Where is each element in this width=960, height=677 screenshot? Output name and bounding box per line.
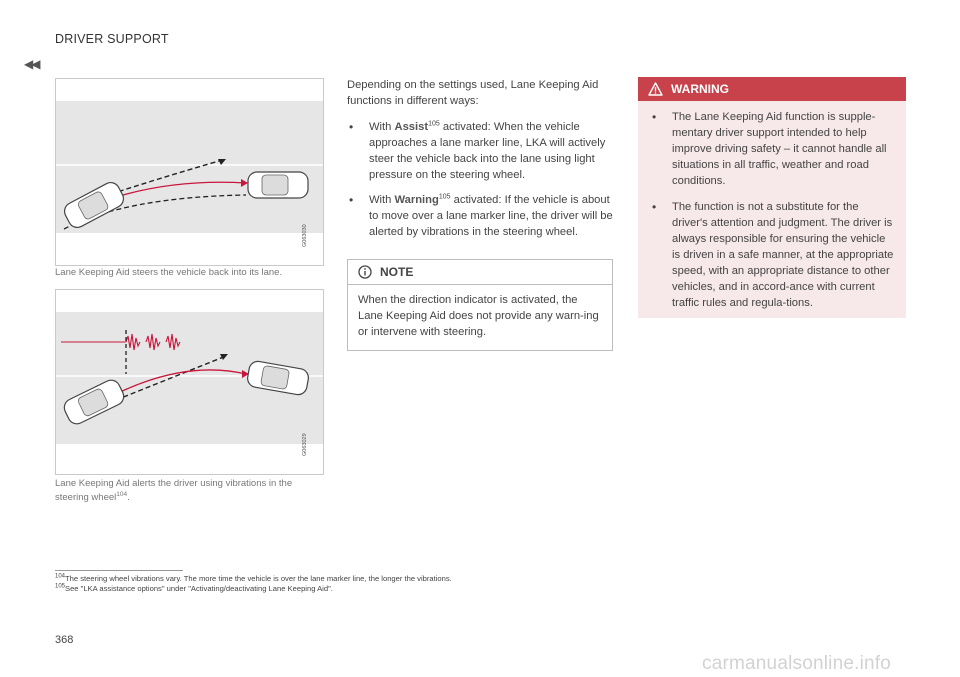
footnote-number: 105 bbox=[55, 583, 66, 590]
footnote-text: The steering wheel vibrations vary. The more time the vehicle is over the lane marker line, the longer the vibrations. bbox=[65, 574, 452, 583]
footnote-divider bbox=[55, 570, 183, 571]
note-header bbox=[348, 260, 612, 285]
list-item-prefix: With bbox=[369, 121, 395, 133]
warning-box bbox=[638, 77, 906, 318]
list-item-prefix: With bbox=[369, 194, 395, 206]
illustration-lka-warning bbox=[56, 290, 323, 474]
car-icon bbox=[248, 172, 308, 198]
continued-from-previous-page-marker: ◀◀ bbox=[24, 57, 39, 71]
footnote-reference[interactable]: 104 bbox=[116, 490, 128, 498]
figure-code: G063029 bbox=[302, 433, 308, 456]
info-icon bbox=[358, 265, 372, 279]
bullet-icon: • bbox=[652, 200, 657, 214]
footnote bbox=[55, 584, 915, 594]
note-box bbox=[347, 259, 613, 351]
main-text-column bbox=[347, 77, 613, 249]
figure-caption: Lane Keeping Aid steers the vehicle back into its lane. bbox=[55, 267, 283, 278]
bullet-icon: • bbox=[652, 110, 657, 124]
list-item-text: activated: If the vehicle is about to move over a lane marker line, the driver will be alerted by vibrations in the steering wheel. bbox=[369, 194, 613, 238]
list-item bbox=[347, 192, 613, 240]
intro-paragraph: Depending on the settings used, Lane Keeping Aid functions in different ways: bbox=[347, 79, 599, 107]
page-number: 368 bbox=[55, 634, 74, 646]
note-body: When the direction indicator is activated, the Lane Keeping Aid does not provide any warn-ing or intervene with steering. bbox=[358, 294, 599, 338]
list-item bbox=[347, 119, 613, 183]
mode-keyword: Assist bbox=[394, 121, 429, 133]
figure-caption bbox=[55, 477, 325, 505]
bullet-icon: • bbox=[349, 193, 354, 207]
list-item bbox=[650, 109, 896, 189]
warning-item-text: The function is not a substitute for the driver's attention and judgment. The driver is always responsible for ensuring the vehicle is driven in a safe manner, at the appropriate speed, with an appropriate distance to other vehicles, and in accord-ance with current traffic rules and regula-tions. bbox=[672, 201, 894, 309]
warning-item-text: The Lane Keeping Aid function is supple-mentary driver support intended to help improve driving safety – it cannot handle all situations in all traffic, weather and road conditions. bbox=[672, 111, 887, 187]
figure-code: G063030 bbox=[302, 224, 308, 247]
watermark: carmanualsonline.info bbox=[702, 653, 892, 674]
footnote-reference[interactable]: 105 bbox=[428, 120, 440, 128]
caption-end: . bbox=[127, 492, 130, 503]
footnote bbox=[55, 574, 915, 584]
list-item-text: activated: When the vehicle approaches a lane marker line, LKA will actively steer the vehicle back into the lane using light pressure on the steering wheel. bbox=[369, 121, 606, 181]
section-title: DRIVER SUPPORT bbox=[55, 32, 169, 46]
bullet-icon: • bbox=[349, 120, 354, 134]
mode-keyword: Warning bbox=[394, 194, 439, 206]
footnote-text: See "LKA assistance options" under "Activating/deactivating Lane Keeping Aid". bbox=[65, 584, 333, 593]
list-item bbox=[650, 199, 896, 311]
illustration-lka-steering bbox=[56, 79, 323, 265]
warning-body bbox=[638, 101, 906, 311]
warning-title: WARNING bbox=[671, 82, 729, 96]
warning-list bbox=[650, 109, 896, 311]
warning-header bbox=[638, 77, 906, 101]
note-title: NOTE bbox=[380, 265, 414, 279]
figure-lane-keeping-assist bbox=[55, 78, 324, 266]
caption-text: Lane Keeping Aid alerts the driver using vibrations in the steering wheel bbox=[55, 478, 293, 503]
footnote-reference[interactable]: 105 bbox=[438, 193, 451, 201]
mode-list bbox=[347, 119, 613, 240]
figure-lane-keeping-warning bbox=[55, 289, 324, 475]
footnote-number: 104 bbox=[55, 573, 66, 580]
warning-triangle-icon bbox=[648, 82, 663, 96]
footnotes bbox=[55, 574, 915, 594]
